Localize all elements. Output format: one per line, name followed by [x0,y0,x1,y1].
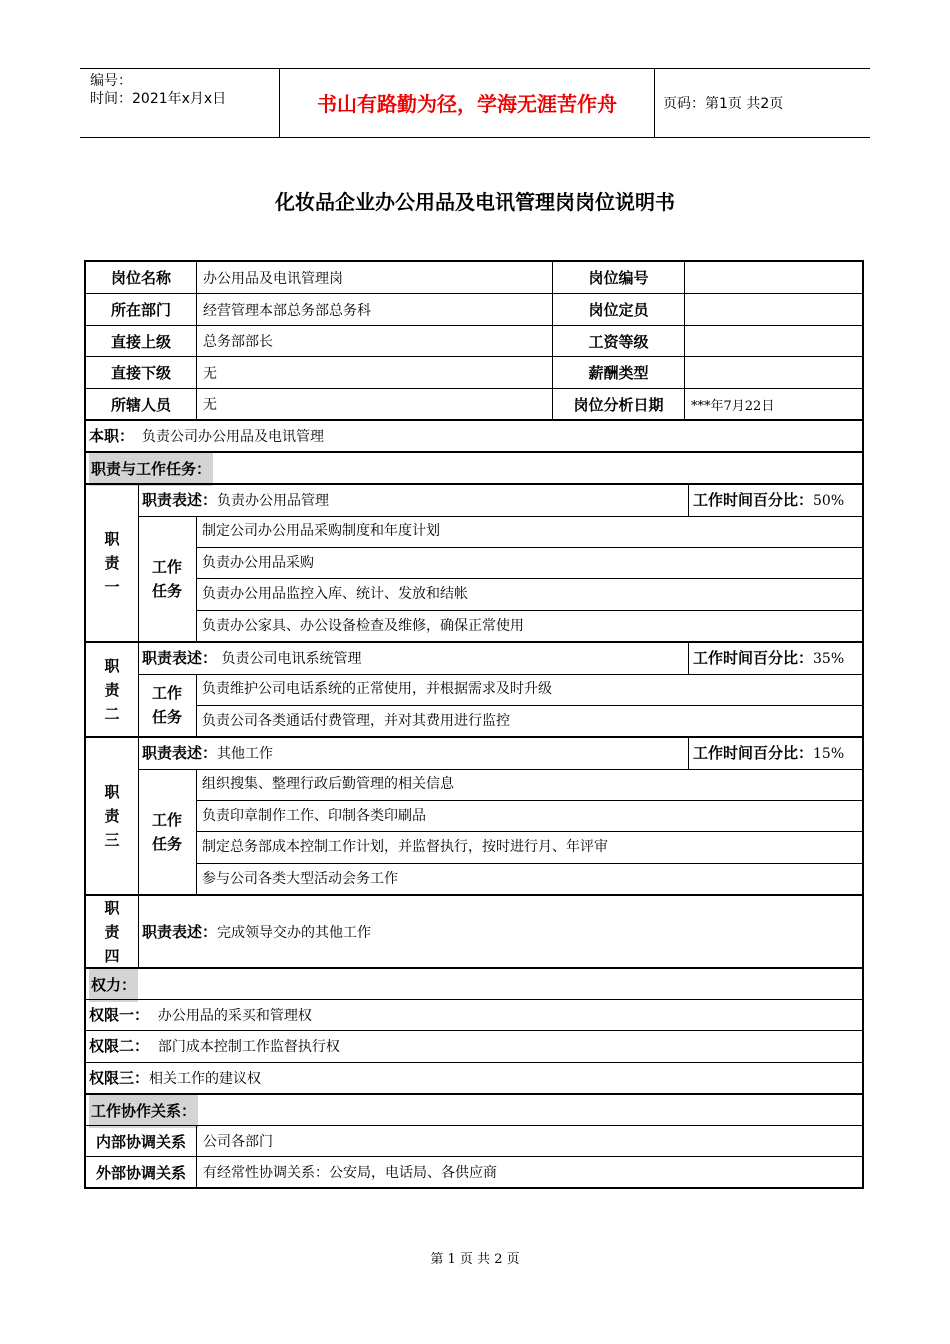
power-3-text: 相关工作的建议权 [149,1071,262,1087]
resp-2-task: 负责公司各类通话付费管理，并对其费用进行监控 [202,712,510,729]
label-internal: 内部协调关系 [95,1132,186,1151]
resp-1-task: 制定公司办公用品采购制度和年度计划 [196,516,862,548]
responsibility-1 [86,483,862,641]
document-title: 化妆品企业办公用品及电讯管理岗岗位说明书 [275,190,675,214]
resp-3-task: 组织搜集、整理行政后勤管理的相关信息 [196,769,862,801]
page-header [80,68,870,138]
resp-3-desc-label: 职责表述： [142,744,218,762]
resp-1-task: 负责办公用品监控入库、统计、发放和结帐 [196,579,862,611]
row-coop-heading [86,1093,862,1125]
coop-heading: 工作协作关系： [89,1095,198,1128]
value-analysis-date: ***年7月22日 [684,389,862,419]
row-power-1 [86,999,862,1030]
value-staff: 无 [196,389,552,419]
row-coop-internal [86,1125,862,1156]
header-meta [80,69,280,137]
resp-2-pct-label: 工作时间百分比： [693,649,814,667]
label-analysis-date: 岗位分析日期 [552,389,684,419]
resp-3-pct-label: 工作时间百分比： [693,744,814,762]
resp-1-desc: 负责办公用品管理 [217,493,330,509]
header-page-info: 页码：第1页 共2页 [663,96,784,112]
responsibility-2 [86,641,862,736]
resp-1-task: 负责办公用品采购 [196,548,862,580]
power-heading: 权力： [89,969,138,1002]
value-pay-type [684,357,862,388]
responsibility-4 [86,894,862,967]
resp-2-task: 负责维护公司电话系统的正常使用，并根据需求及时升级 [196,674,862,706]
value-external: 有经常性协调关系：公安局，电话局、各供应商 [196,1157,862,1187]
doc-time: 时间：2021年x月x日 [90,91,227,107]
label-subordinate: 直接下级 [110,364,171,382]
resp-4-desc: 完成领导交办的其他工作 [217,924,372,941]
value-quota [684,294,862,325]
label-post-name: 岗位名称 [110,269,171,287]
label-staff: 所辖人员 [110,395,171,414]
row-tasks-heading [86,451,862,483]
value-main-duty: 负责公司办公用品及电讯管理 [142,429,325,445]
resp-1-pct-label: 工作时间百分比： [693,491,814,509]
row-main-duty [86,419,862,451]
resp-3-task: 制定总务部成本控制工作计划，并监督执行，按时进行月、年评审 [196,832,862,864]
job-description-table [84,260,864,1189]
value-internal: 公司各部门 [196,1126,862,1156]
power-3-label: 权限三： [89,1069,150,1087]
page-footer: 第 1 页 共 2 页 [430,1252,520,1267]
resp-3-task: 参与公司各类大型活动会务工作 [202,870,398,887]
tasks-heading: 职责与工作任务： [89,453,213,486]
row-subordinate [86,356,862,388]
value-post-no [684,262,862,293]
row-post-name [86,262,862,293]
resp-1-task-label: 工作 任务 [138,516,197,641]
label-pay-type: 薪酬类型 [552,357,684,388]
power-1-label: 权限一： [89,1006,150,1024]
row-staff [86,388,862,419]
row-superior [86,325,862,356]
resp-2-task-label: 工作 任务 [138,674,197,736]
resp-1-desc-label: 职责表述： [142,491,218,509]
resp-3-pct: 15% [813,746,845,762]
power-1-text: 办公用品的采买和管理权 [149,1008,312,1024]
resp-2-side-label: 职 责 二 [86,643,139,736]
row-power-heading [86,967,862,999]
row-dept [86,293,862,325]
label-post-no: 岗位编号 [552,262,684,293]
value-superior: 总务部部长 [196,326,552,356]
row-coop-external [86,1156,862,1187]
resp-4-desc-label: 职责表述： [142,923,218,941]
label-grade: 工资等级 [552,326,684,356]
value-post-name: 办公用品及电讯管理岗 [196,262,552,293]
value-grade [684,326,862,356]
resp-3-task-label: 工作 任务 [138,769,197,894]
resp-3-task: 负责印章制作工作、印制各类印刷品 [196,801,862,833]
resp-2-pct: 35% [813,651,845,667]
resp-4-side-label: 职 责 四 [86,896,139,967]
resp-1-pct: 50% [813,493,845,509]
value-subordinate: 无 [196,357,552,388]
responsibility-3 [86,736,862,894]
label-external: 外部协调关系 [95,1163,186,1182]
value-dept: 经营管理本部总务部总务科 [196,294,552,325]
doc-number: 编号： [90,73,132,89]
header-motto: 书山有路勤为径，学海无涯苦作舟 [280,69,655,137]
resp-3-side-label: 职 责 三 [86,738,139,894]
resp-3-desc: 其他工作 [217,746,274,762]
resp-2-desc: 负责公司电讯系统管理 [217,651,362,667]
label-superior: 直接上级 [110,332,171,351]
row-power-3 [86,1062,862,1093]
resp-2-desc-label: 职责表述： [142,649,218,667]
row-power-2 [86,1030,862,1062]
power-2-label: 权限二： [89,1037,150,1055]
label-dept: 所在部门 [110,301,171,319]
resp-1-side-label: 职 责 一 [86,485,139,641]
label-main-duty: 本职： [89,427,135,445]
power-2-text: 部门成本控制工作监督执行权 [149,1039,340,1055]
label-quota: 岗位定员 [552,294,684,325]
resp-1-task: 负责办公家具、办公设备检查及维修，确保正常使用 [202,617,524,634]
